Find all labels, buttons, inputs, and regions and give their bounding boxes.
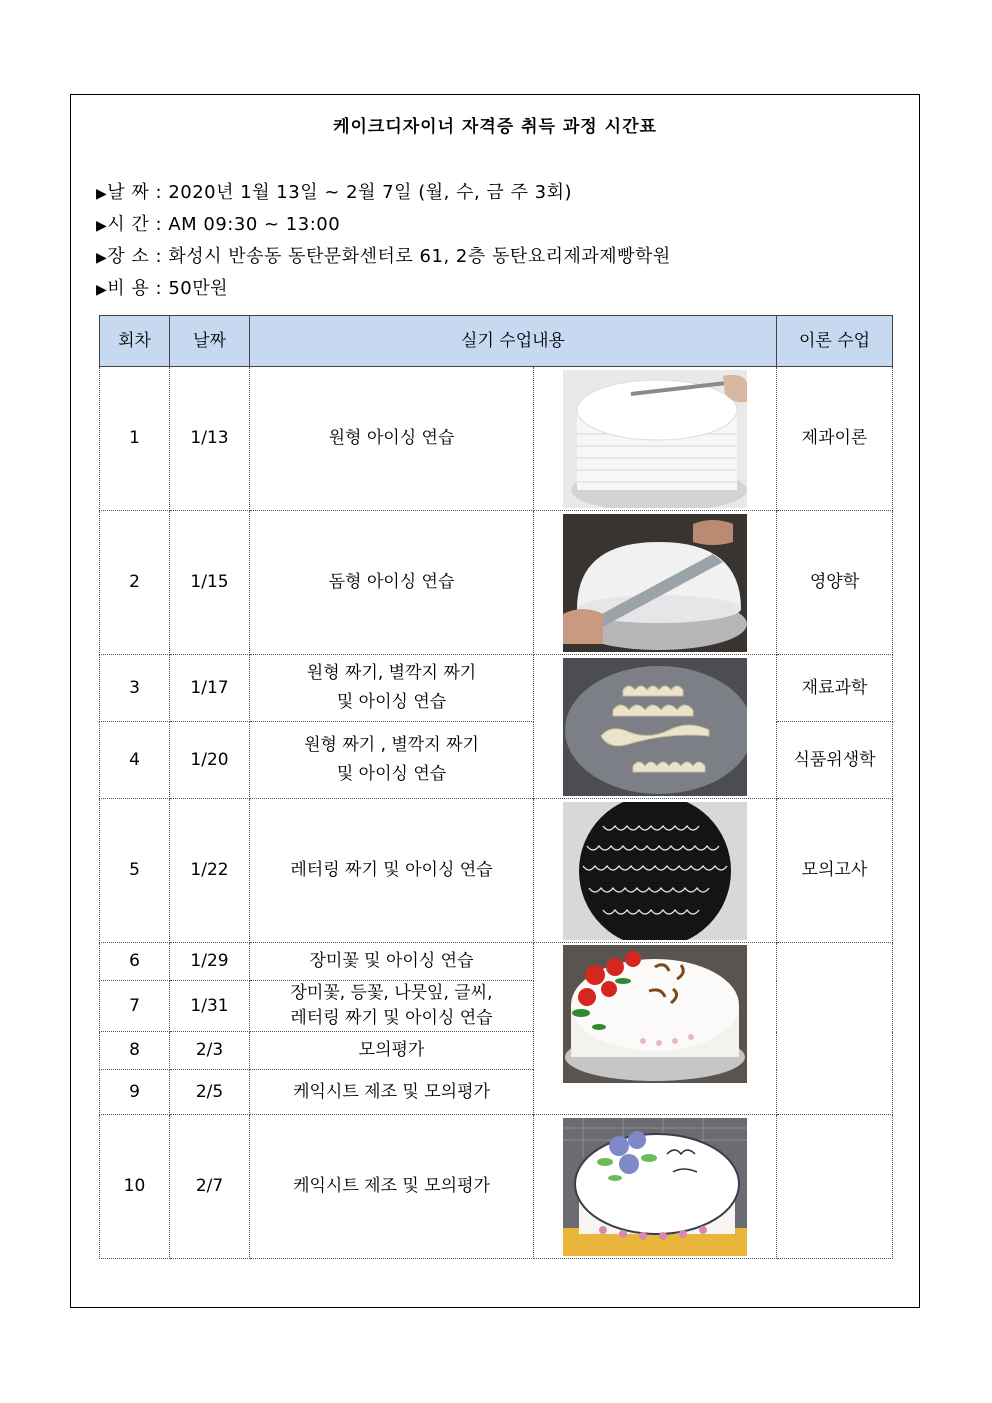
table-row	[100, 367, 893, 511]
dome-icing-spatula-photo	[563, 514, 747, 652]
session-date: 1/15	[170, 511, 250, 655]
header-row	[100, 316, 893, 367]
content-line: 레터링 짜기 및 아이싱 연습	[290, 860, 493, 880]
info-value: 화성시 반송동 동탄문화센터로 61, 2층 동탄요리제과제빵학원	[168, 246, 671, 267]
theory-subject: 모의고사	[777, 799, 893, 943]
content-line: 모의평가	[358, 1040, 425, 1060]
table-row	[100, 655, 893, 722]
content-line: 케익시트 제조 및 모의평가	[293, 1081, 490, 1102]
photo-cell	[534, 943, 777, 1115]
session-number: 10	[100, 1115, 170, 1259]
content-line: 장미꽃 및 아이싱 연습	[309, 951, 474, 971]
arrow-marker-icon: ▶	[96, 250, 108, 266]
session-content	[250, 1070, 534, 1115]
info-separator: :	[155, 278, 163, 299]
session-number: 2	[100, 511, 170, 655]
content-line: 및 아이싱 연습	[336, 764, 447, 784]
photo-cell	[534, 511, 777, 655]
document-title: 케이크디자이너 자격증 취득 과정 시간표	[333, 117, 657, 137]
photo-cell	[534, 655, 777, 799]
white-round-iced-cake-photo	[563, 370, 747, 508]
header-theory: 이론 수업	[777, 316, 893, 367]
info-value: 2020년 1월 13일 ~ 2월 7일 (월, 수, 금 주 3회)	[168, 182, 573, 203]
info-separator: :	[155, 214, 163, 235]
session-date: 1/17	[170, 655, 250, 722]
session-date: 1/22	[170, 799, 250, 943]
session-content	[250, 367, 534, 511]
photo-cell	[534, 1115, 777, 1259]
session-content	[250, 799, 534, 943]
schedule-table	[99, 315, 893, 1259]
theory-subject: 재료과학	[777, 655, 893, 722]
session-number: 1	[100, 367, 170, 511]
session-number: 8	[100, 1032, 170, 1070]
session-content	[250, 511, 534, 655]
table-row	[100, 1115, 893, 1259]
piping-practice-photo	[563, 658, 747, 796]
content-line: 원형 아이싱 연습	[328, 428, 455, 448]
session-date: 1/31	[170, 981, 250, 1032]
session-number: 6	[100, 943, 170, 981]
info-time	[96, 210, 340, 236]
session-number: 4	[100, 722, 170, 799]
session-content	[250, 1032, 534, 1070]
content-line: 돔형 아이싱 연습	[328, 572, 455, 592]
theory-subject: 식품위생학	[777, 722, 893, 799]
session-content	[250, 1115, 534, 1259]
arrow-marker-icon: ▶	[96, 186, 108, 202]
session-date: 2/5	[170, 1070, 250, 1115]
header-session: 회차	[100, 316, 170, 367]
info-label: 비 용	[107, 278, 150, 299]
content-line: 원형 짜기 , 별깍지 짜기	[304, 735, 479, 755]
table-row	[100, 799, 893, 943]
info-value: 50만원	[168, 278, 229, 299]
theory-subject: 제과이론	[777, 367, 893, 511]
content-line: 원형 짜기, 별깍지 짜기	[306, 663, 477, 683]
content-line: 및 아이싱 연습	[336, 692, 447, 712]
info-separator: :	[155, 182, 163, 203]
session-date: 1/13	[170, 367, 250, 511]
lettering-practice-board-photo	[563, 802, 747, 940]
session-content	[250, 655, 534, 722]
session-content	[250, 943, 534, 981]
photo-cell	[534, 799, 777, 943]
info-value: AM 09:30 ~ 13:00	[168, 214, 341, 235]
session-date: 1/20	[170, 722, 250, 799]
photo-cell	[534, 367, 777, 511]
arrow-marker-icon: ▶	[96, 218, 108, 234]
table-row	[100, 943, 893, 981]
session-number: 5	[100, 799, 170, 943]
content-line: 장미꽃, 등꽃, 나뭇잎, 글씨,	[290, 983, 493, 1003]
table-row	[100, 511, 893, 655]
theory-subject	[777, 943, 893, 1115]
session-date: 2/7	[170, 1115, 250, 1259]
content-line: 케익시트 제조 및 모의평가	[293, 1176, 490, 1196]
info-label: 날 짜	[107, 182, 150, 203]
session-date: 2/3	[170, 1032, 250, 1070]
session-number: 9	[100, 1070, 170, 1115]
content-line: 레터링 짜기 및 아이싱 연습	[290, 1008, 493, 1028]
info-place	[96, 242, 671, 268]
info-separator: :	[155, 246, 163, 267]
session-content	[250, 981, 534, 1032]
rose-decorated-cake-photo	[563, 945, 747, 1083]
header-practical: 실기 수업내용	[250, 316, 777, 367]
theory-subject: 영양학	[777, 511, 893, 655]
info-cost	[96, 274, 228, 300]
session-number: 3	[100, 655, 170, 722]
theory-subject	[777, 1115, 893, 1259]
header-date: 날짜	[170, 316, 250, 367]
arrow-marker-icon: ▶	[96, 282, 108, 298]
christmas-cake-photo	[563, 1118, 747, 1256]
session-number: 7	[100, 981, 170, 1032]
session-date: 1/29	[170, 943, 250, 981]
info-date	[96, 178, 572, 204]
info-label: 시 간	[107, 214, 150, 235]
session-content	[250, 722, 534, 799]
info-label: 장 소	[107, 246, 150, 267]
